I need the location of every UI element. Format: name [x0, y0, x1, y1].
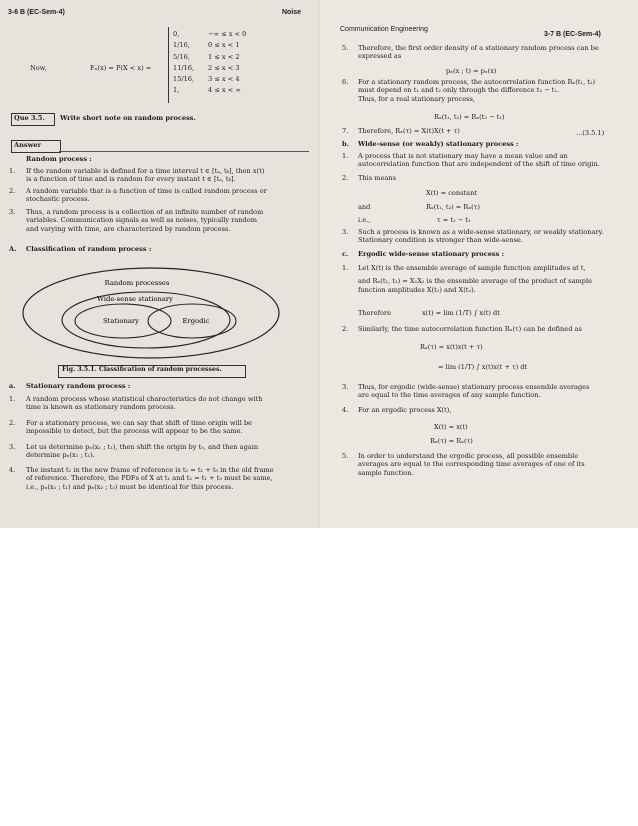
answer-label: Answer [14, 141, 41, 149]
fig-label-random-processes: Random processes [104, 279, 170, 287]
cdf-conditions-column: −∞ ≤ x < 0 0 ≤ x < 1 1 ≤ x < 2 2 ≤ x < 3 3 ≤ x < 4 4 ≤ x < ∞ [208, 30, 247, 95]
wss-1-number: 1. [342, 152, 349, 160]
figure-caption: Fig. 3.5.1. Classification of random processes. [62, 366, 222, 373]
eq-ergodic-autocorr: Rₓ(τ) = Rₓ(τ) [430, 437, 473, 445]
right-item-6-number: 6. [342, 78, 349, 86]
eq-ergodic-mean: X(t) = x(t) [434, 423, 468, 431]
stationary-2-number: 2. [9, 419, 16, 427]
cdf-lead: Now, [30, 64, 47, 72]
eq-wss-tau: τ = t₂ − t₁ [437, 216, 471, 224]
wss-3-number: 3. [342, 228, 349, 236]
eq-time-autocorr-2: = lim (1/T) ∫ x(t)x(t + τ) dt [438, 363, 528, 371]
fig-label-wss: Wide-sense stationary [96, 295, 174, 303]
ergodic-5-text: In order to understand the ergodic process, all possible ensemble averages are equal to the corresponding time averages of one of its sample function. [358, 452, 585, 477]
wss-1-text: A process that is not stationary may have a mean value and an autocorrelation function that are independent of the shift of time origin. [358, 152, 600, 169]
ergodic-3-number: 3. [342, 383, 349, 391]
right-page-ref: 3-7 B (EC-Sem-4) [544, 31, 601, 38]
eq-time-average: x(t) = lim (1/T) ∫ x(t) dt [422, 309, 500, 317]
ergodic-therefore: Therefore [358, 309, 392, 317]
right-item-7-number: 7. [342, 127, 349, 135]
wss-label: b. [342, 140, 349, 148]
ergodic-4-number: 4. [342, 406, 349, 414]
point-1-number: 1. [9, 167, 16, 175]
ergodic-5-number: 5. [342, 452, 349, 460]
point-2-number: 2. [9, 187, 16, 195]
wss-2-number: 2. [342, 174, 349, 182]
fig-label-ergodic: Ergodic [182, 317, 210, 325]
wss-2-text: This means [358, 174, 396, 182]
stationary-heading: Stationary random process : [26, 382, 131, 390]
point-1-text: If the random variable is defined for a time interval t ∈ [tₐ, tᵦ], then x(t) is a function of time and is random for every instant t ∈ [tₐ, tᵦ]. [26, 167, 265, 184]
ergodic-1-number: 1. [342, 264, 349, 272]
stationary-label: a. [9, 382, 16, 390]
stationary-1-number: 1. [9, 395, 16, 403]
left-page [0, 0, 322, 528]
right-item-5-number: 5. [342, 44, 349, 52]
wss-ie: i.e., [358, 216, 371, 224]
cdf-function: Fₓ(x) = P(X < x) = [90, 64, 152, 72]
point-2-text: A random variable that is a function of time is called random process or stochastic process. [26, 187, 267, 204]
stationary-2-text: For a stationary process, we can say that shift of time origin will be impossible to detect, but the process will appear to be the same. [26, 419, 253, 436]
classification-heading: Classification of random process : [26, 245, 152, 253]
eq-wss-autocorr: Rₓ(t₁, t₂) = Rₓ(τ) [426, 203, 480, 211]
stationary-3-text: Let us determine pₓ(x₁ ; t₁), then shift the origin by t₀, and then again determine pₓ(x₁ ; t₁). [26, 443, 259, 460]
ergodic-4-text: For an ergodic process X(t), [358, 406, 452, 414]
eq-tag-3-5-1: ...(3.5.1) [576, 129, 605, 137]
point-3-text: Thus, a random process is a collection of an infinite number of random variables. Communication signals as well as noises, typically random and varying with time, are characterized by random process. [26, 208, 264, 233]
right-item-5-text: Therefore, the first order density of a stationary random process can be expressed as [358, 44, 599, 61]
ergodic-label: c. [342, 250, 349, 258]
fig-label-stationary: Stationary [103, 317, 139, 325]
stationary-1-text: A random process whose statistical characteristics do not change with time is known as stationary random process. [26, 395, 263, 412]
right-subject-title: Communication Engineering [340, 26, 428, 33]
eq-wss-mean: X(t) = constant [426, 189, 477, 197]
question-text: Write short note on random process. [60, 114, 196, 122]
eq-first-order-density: pₓ(x ; t) = pₓ(x) [446, 67, 497, 75]
ergodic-2-text: Similarly, the time autocorrelation function Rₓ(τ) can be defined as [358, 325, 582, 333]
point-3-number: 3. [9, 208, 16, 216]
cdf-brace [168, 27, 171, 103]
wss-heading: Wide-sense (or weakly) stationary process : [358, 140, 519, 148]
eq-time-autocorr-1: Rₓ(τ) = x(t)x(t + τ) [420, 343, 483, 351]
ergodic-2-number: 2. [342, 325, 349, 333]
answer-rule [59, 151, 309, 152]
cdf-values-column: 0, 1/16, 5/16, 11/16, 15/16, 1, [173, 30, 195, 95]
right-page [322, 0, 638, 528]
stationary-4-text: The instant t₁ in the new frame of reference is t₂ = t₁ + t₀ in the old frame of reference. Therefore, the PDFs of X at t₁ and t₂ = t₁ + t₀ must be same, i.e., pₓ(x₁ ; t₁) and pₓ(x₂ ; t₂) must be identical for this process. [26, 466, 274, 491]
classification-diagram [20, 266, 282, 362]
right-item-7-text: Therefore, Rₓ(τ) = X(t)X(t + τ) [358, 127, 460, 135]
left-running-title: Noise [282, 9, 302, 16]
question-label: Que 3.5. [14, 114, 45, 122]
ergodic-1-text: Let X(t) is the ensemble average of sample function amplitudes at t, and Rₓ(t₁, t₂) = X₁X₂ is the ensemble average of the product of sample function amplitudes X(t₁) and X(t₂). [358, 264, 592, 294]
ergodic-heading: Ergodic wide-sense stationary process : [358, 250, 505, 258]
left-page-ref: 3-6 B (EC-Sem-4) [8, 9, 65, 16]
right-item-6-text: For a stationary random process, the autocorrelation function Rₓ(t₁, t₂) must depend on t₁ and t₂ only through the difference t₂ − t₁. Thus, for a real stationary process, [358, 78, 596, 103]
eq-autocorrelation-stationary: Rₓ(t₁, t₂) = Rₓ(t₂ − t₁) [434, 113, 505, 121]
random-process-heading: Random process : [26, 155, 92, 163]
classification-label: A. [9, 245, 17, 253]
wss-3-text: Such a process is known as a wide-sense stationary, or weakly stationary. Stationary condition is stronger than wide-sense. [358, 228, 604, 245]
wss-and: and [358, 203, 371, 211]
stationary-4-number: 4. [9, 466, 16, 474]
stationary-3-number: 3. [9, 443, 16, 451]
ergodic-3-text: Thus, for ergodic (wide-sense) stationary process ensemble averages are equal to the time averages of any sample function. [358, 383, 590, 400]
